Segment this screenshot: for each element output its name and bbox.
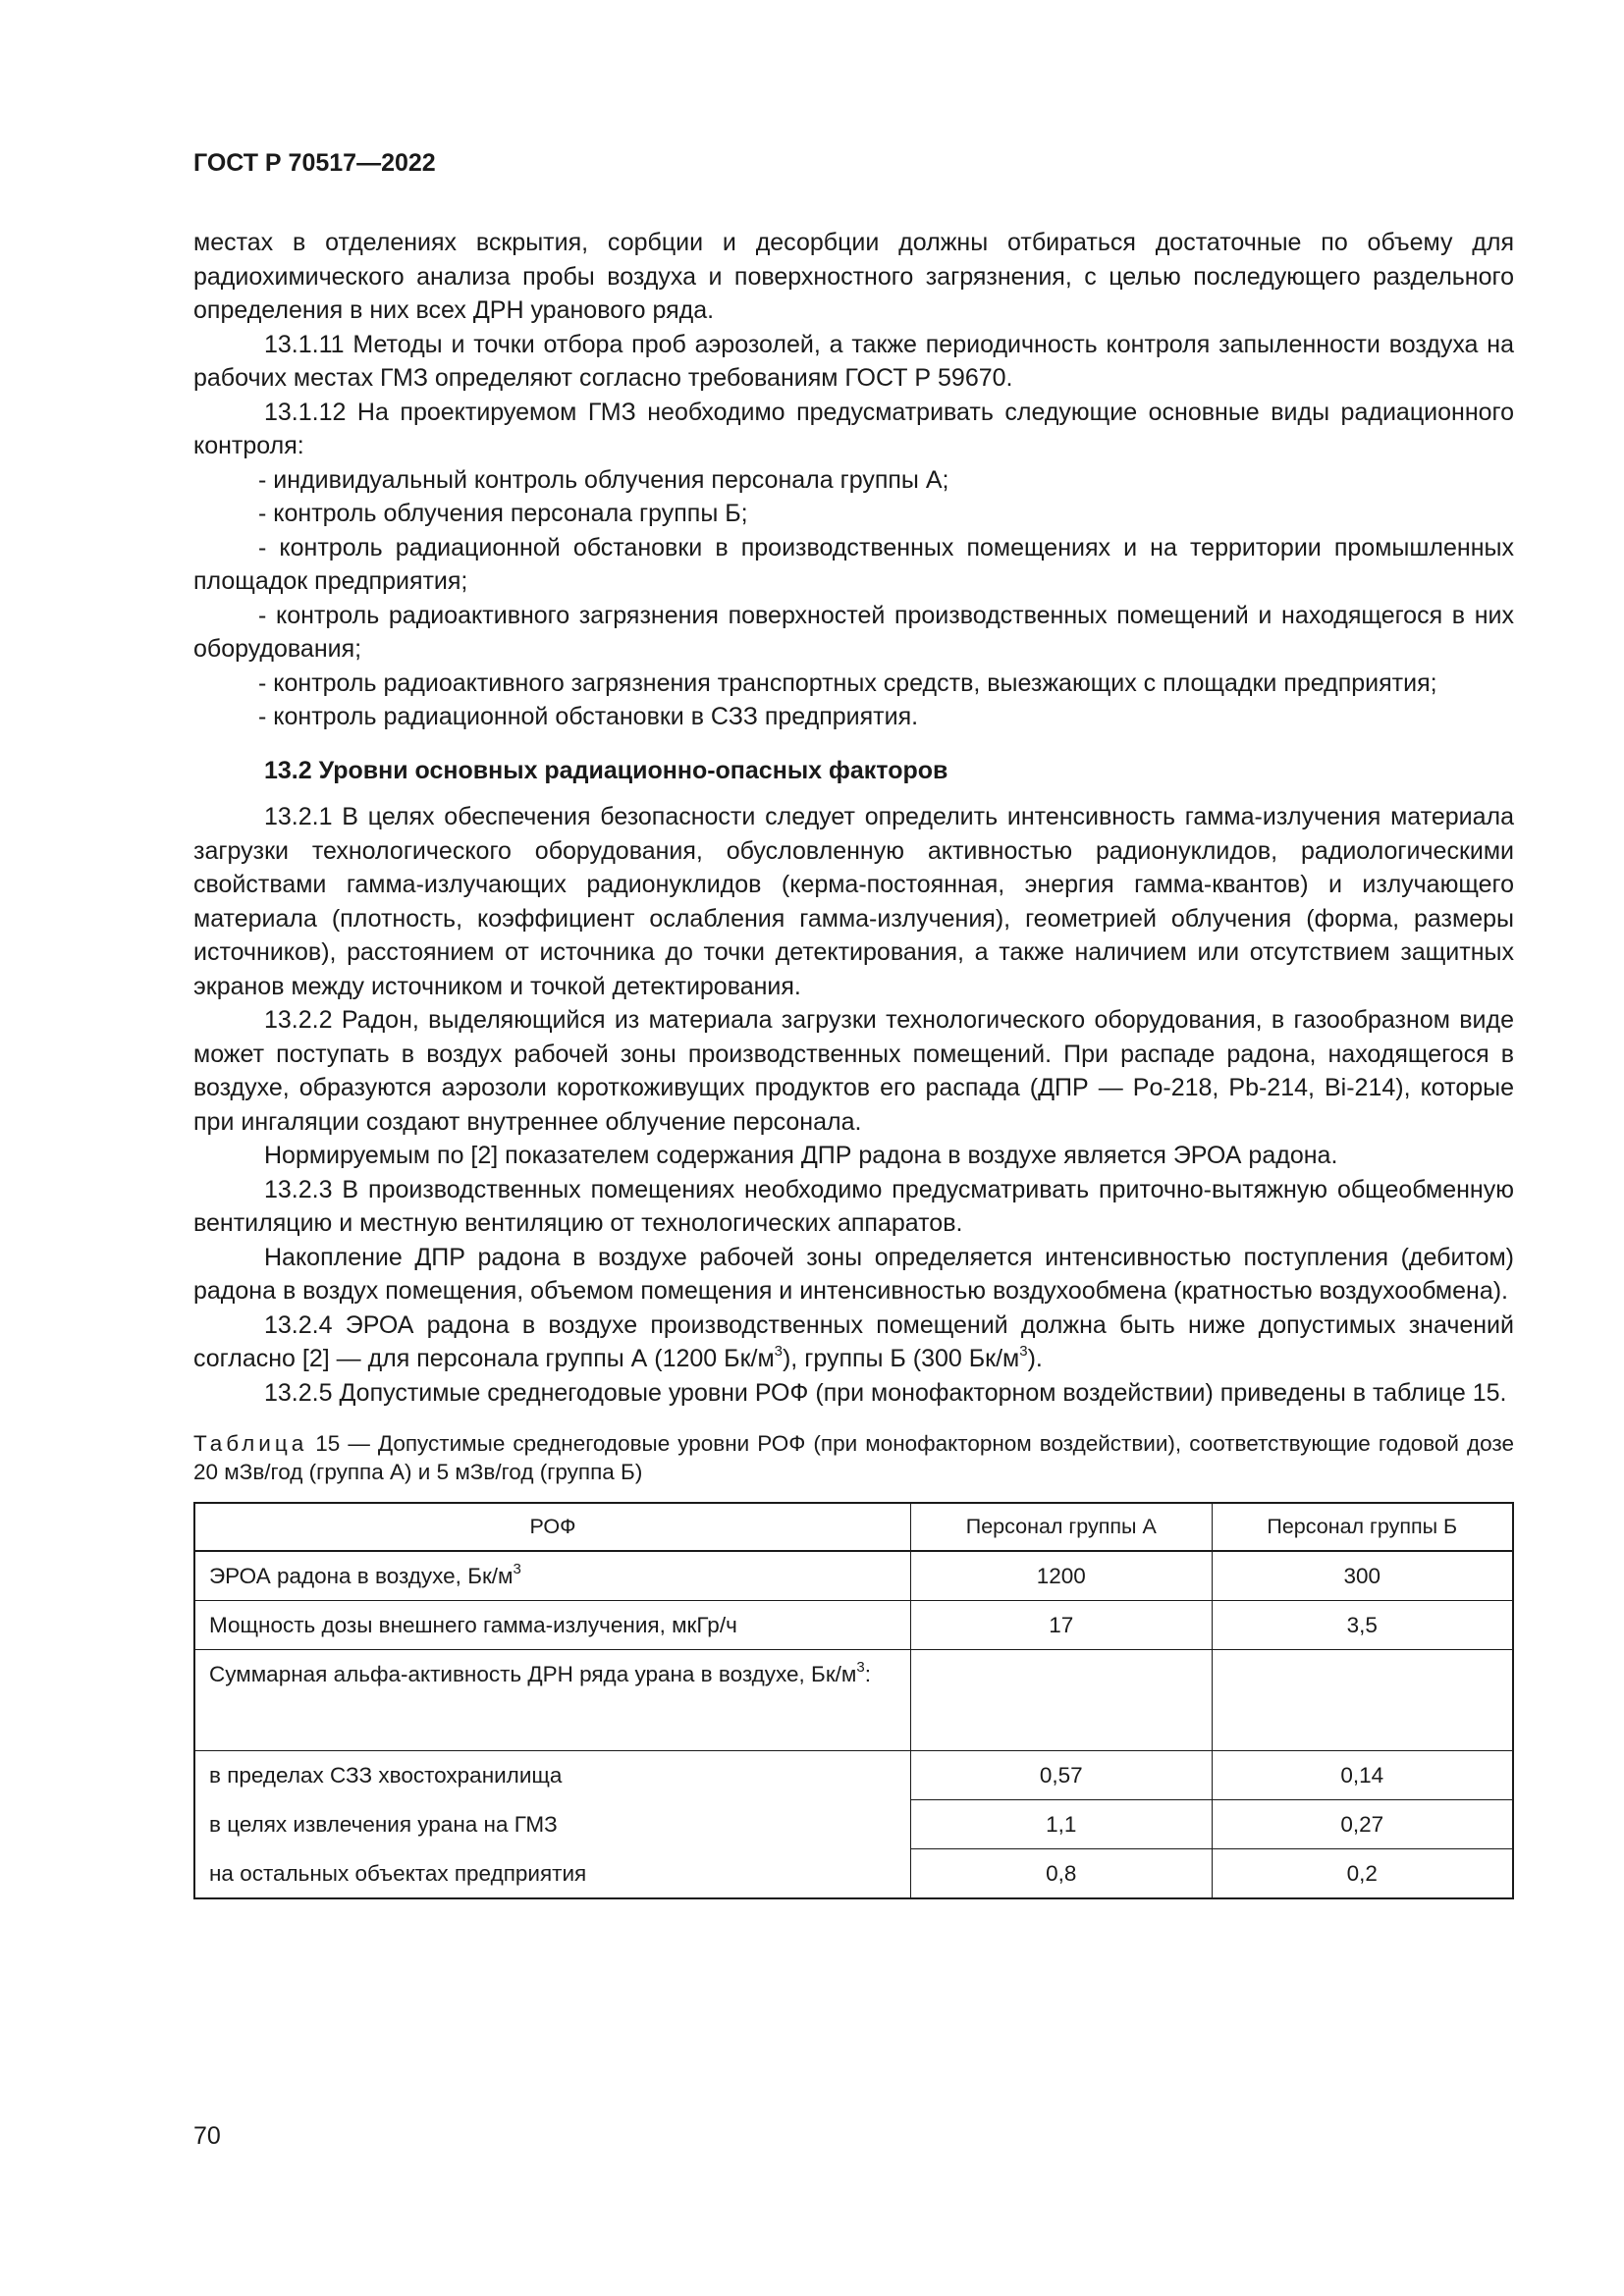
table-header-row	[194, 1503, 1513, 1551]
table-header-cell: Персонал группы А	[911, 1503, 1213, 1551]
table-group-row	[194, 1650, 1513, 1751]
table-cell	[911, 1650, 1213, 1751]
superscript: 3	[513, 1560, 521, 1577]
table-row	[194, 1601, 1513, 1650]
superscript: 3	[1019, 1342, 1028, 1360]
table-cell: на остальных объектах предприятия	[194, 1849, 911, 1899]
table-header-cell: Персонал группы Б	[1212, 1503, 1513, 1551]
paragraph	[193, 1308, 1514, 1376]
table-cell: 0,8	[911, 1849, 1213, 1899]
table-cell: Мощность дозы внешнего гамма-излучения, мкГр/ч	[194, 1601, 911, 1650]
table-cell: 1,1	[911, 1800, 1213, 1849]
table-caption-text: 15 — Допустимые среднегодовые уровни РОФ (при монофакторном воздействии), соответствующие годовой дозе 20 мЗв/год (группа А) и 5 мЗв/год (группа Б)	[193, 1431, 1514, 1484]
table-cell: 300	[1212, 1551, 1513, 1601]
table-cell: в целях извлечения урана на ГМЗ	[194, 1800, 911, 1849]
list-item: - контроль облучения персонала группы Б;	[258, 500, 748, 527]
table-cell: 3,5	[1212, 1601, 1513, 1650]
table-cell: 1200	[911, 1551, 1213, 1601]
superscript: 3	[774, 1342, 783, 1360]
table-cell: 0,27	[1212, 1800, 1513, 1849]
cell-text: ЭРОА радона в воздухе, Бк/м	[209, 1564, 514, 1588]
table-cell: 0,2	[1212, 1849, 1513, 1899]
paragraph: Накопление ДПР радона в воздухе рабочей зоны определяется интенсивностью поступления (дебитом) радона в воздух помещения, объемом помещения и интенсивностью воздухообмена (кратностью воздухообмена).	[193, 1243, 1514, 1305]
list-item: - контроль радиационной обстановки в СЗЗ предприятия.	[258, 703, 919, 730]
table-cell: 0,57	[911, 1751, 1213, 1800]
table-cell	[1212, 1650, 1513, 1751]
text-fragment: 13.2.4 ЭРОА радона в воздухе производственных помещений должна быть ниже допустимых значений согласно [2] — для персонала группы А (1200 Бк/м	[193, 1310, 1514, 1372]
table-caption	[193, 1429, 1514, 1486]
table-cell: 0,14	[1212, 1751, 1513, 1800]
document-body	[193, 226, 1514, 1899]
paragraph: 13.1.12 На проектируемом ГМЗ необходимо предусматривать следующие основные виды радиационного контроля:	[193, 398, 1514, 459]
paragraph: Нормируемым по [2] показателем содержания ДПР радона в воздухе является ЭРОА радона.	[264, 1142, 1338, 1169]
table-caption-word: Таблица	[193, 1431, 308, 1456]
paragraph: 13.2.5 Допустимые среднегодовые уровни РОФ (при монофакторном воздействии) приведены в таблице 15.	[264, 1378, 1507, 1407]
paragraph: 13.1.11 Методы и точки отбора проб аэрозолей, а также периодичность контроля запыленности воздуха на рабочих местах ГМЗ определяют согласно требованиям ГОСТ Р 59670.	[193, 330, 1514, 392]
table-cell	[194, 1650, 911, 1751]
table-row	[194, 1849, 1513, 1899]
table-cell	[194, 1551, 911, 1601]
cell-text: :	[864, 1662, 871, 1686]
paragraph: 13.2.2 Радон, выделяющийся из материала загрузки технологического оборудования, в газообразном виде может поступать в воздух рабочей зоны производственных помещений. При распаде радона, находящегося в воздухе, образуются аэрозоли короткоживущих продуктов его распада (ДПР — Po-218, Pb-214, Bi-214), которые при ингаляции создают внутреннее облучение персонала.	[193, 1006, 1514, 1136]
list-item: - контроль радиоактивного загрязнения поверхностей производственных помещений и находящегося в них оборудования;	[193, 601, 1514, 663]
paragraph: местах в отделениях вскрытия, сорбции и десорбции должны отбираться достаточные по объему для радиохимического анализа пробы воздуха и поверхностного загрязнения, с целью последующего раздельного определения в них всех ДРН уранового ряда.	[193, 229, 1514, 324]
table-cell: 17	[911, 1601, 1213, 1650]
list-item: - контроль радиоактивного загрязнения транспортных средств, выезжающих с площадки предприятия;	[258, 668, 1437, 697]
text-fragment: ), группы Б (300 Бк/м	[782, 1345, 1020, 1372]
section-title: 13.2 Уровни основных радиационно-опасных факторов	[264, 756, 948, 784]
table-header-cell: РОФ	[194, 1503, 911, 1551]
table-row	[194, 1551, 1513, 1601]
data-table	[193, 1502, 1514, 1899]
page-number: 70	[193, 2122, 221, 2150]
paragraph: 13.2.3 В производственных помещениях необходимо предусматривать приточно-вытяжную общеобменную вентиляцию и местную вентиляцию от технологических аппаратов.	[193, 1175, 1514, 1237]
table-row	[194, 1800, 1513, 1849]
paragraph: 13.2.1 В целях обеспечения безопасности следует определить интенсивность гамма-излучения материала загрузки технологического оборудования, обусловленную активностью радионуклидов, радиологическими свойствами гамма-излучающих радионуклидов (керма-постоянная, энергия гамма-квантов) и излучающего материала (плотность, коэффициент ослабления гамма-излучения), геометрией облучения (форма, размеры источников), расстоянием от источника до точки детектирования, а также наличием или отсутствием защитных экранов между источником и точкой детектирования.	[193, 803, 1514, 1000]
superscript: 3	[856, 1658, 865, 1676]
table-cell: в пределах СЗЗ хвостохранилища	[194, 1751, 911, 1800]
cell-text: Суммарная альфа-активность ДРН ряда урана в воздухе, Бк/м	[209, 1662, 857, 1686]
document-header: ГОСТ Р 70517—2022	[193, 149, 436, 177]
table-row	[194, 1751, 1513, 1800]
list-item: - контроль радиационной обстановки в производственных помещениях и на территории промышленных площадок предприятия;	[193, 533, 1514, 595]
text-fragment: ).	[1027, 1345, 1043, 1372]
list-item: - индивидуальный контроль облучения персонала группы А;	[258, 465, 949, 494]
